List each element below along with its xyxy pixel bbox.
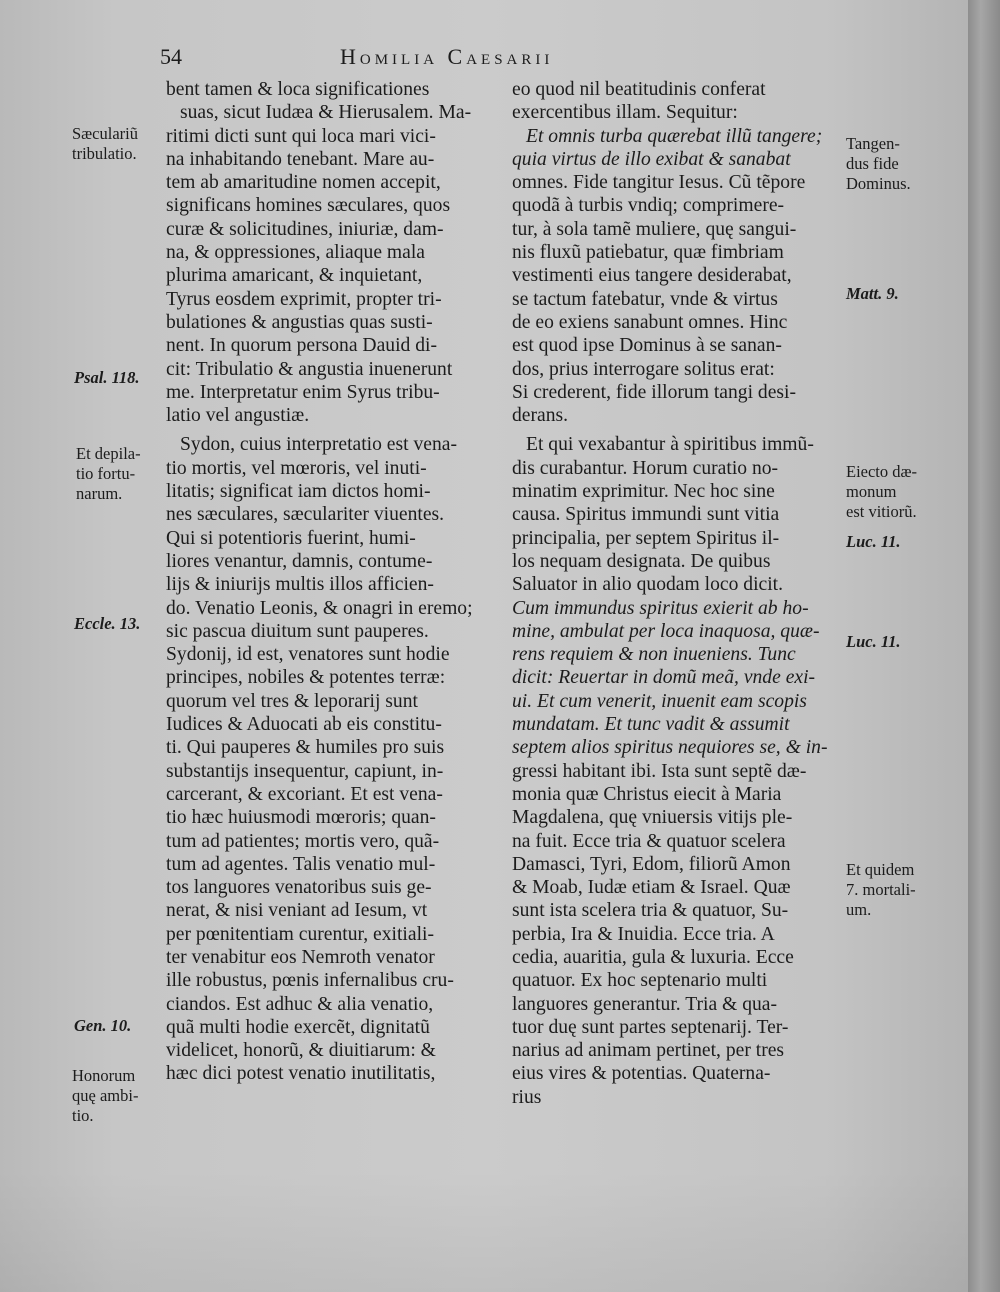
text-line: tio mortis, vel mœroris, vel inuti- — [166, 457, 427, 479]
text-line: septem alios spiritus nequiores se, & in- — [512, 737, 828, 759]
text-line: perbia, Ira & Inuidia. Ecce tria. A — [512, 923, 775, 945]
text-line: Si crederent, fide illorum tangi desi- — [512, 381, 797, 403]
text-line: quodã à turbis vndiq; comprimere- — [512, 195, 785, 217]
text-line: rius — [512, 1086, 542, 1108]
text-line: bulationes & angustias quas susti- — [166, 311, 433, 333]
text-line: Et omnis turba quærebat illũ tangere; — [526, 125, 823, 147]
left-text-column — [166, 78, 498, 1086]
running-head: Homilia Caesarii — [340, 44, 554, 69]
text-line: quia virtus de illo exibat & sanabat — [512, 148, 791, 170]
text-line: los nequam designata. De quibus — [512, 550, 771, 572]
text-line: dos, prius interrogare solitus erat: — [512, 358, 775, 380]
text-line: videlicet, honorũ, & diuitiarum: & — [166, 1040, 436, 1062]
text-line: liores venantur, damnis, contume- — [166, 550, 433, 572]
text-line: causa. Spiritus immundi sunt vitia — [512, 504, 780, 526]
margin-note-line: Psal. 118. — [74, 368, 140, 387]
text-line: significans homines sæculares, quos — [166, 195, 451, 217]
margin-note-line: quę ambi- — [72, 1086, 139, 1105]
text-line: na inhabitando tenebant. Mare au- — [166, 148, 435, 170]
text-line: Sydonij, id est, venatores sunt hodie — [166, 644, 450, 666]
margin-note-line: narum. — [76, 484, 123, 503]
margin-citation — [74, 1016, 131, 1036]
margin-note-line: um. — [846, 900, 872, 919]
text-line: ritimi dicti sunt qui loca mari vici- — [166, 125, 436, 147]
text-line: minatim exprimitur. Nec hoc sine — [512, 481, 775, 503]
page-number: 54 — [160, 44, 182, 69]
margin-note-line: Et quidem — [846, 860, 915, 879]
text-line: quã multi hodie exercẽt, dignitatũ — [166, 1016, 430, 1038]
text-line: narius ad animam pertinet, per tres — [512, 1040, 785, 1062]
text-line: tos languores venatoribus suis ge- — [166, 877, 432, 899]
text-line: nis fluxũ patiebatur, quæ fimbriam — [512, 242, 784, 264]
text-line: eius vires & potentias. Quaterna- — [512, 1063, 771, 1085]
text-line: monia quæ Christus eiecit à Maria — [512, 783, 782, 805]
margin-note-line: Matt. 9. — [846, 284, 899, 303]
text-line: exercentibus illam. Sequitur: — [512, 102, 738, 124]
text-line: me. Interpretatur enim Syrus tribu- — [166, 381, 440, 403]
margin-citation — [74, 614, 140, 634]
margin-note-line: tribulatio. — [72, 144, 137, 163]
text-line: curæ & solicitudines, iniuriæ, dam- — [166, 218, 444, 240]
text-line: omnes. Fide tangitur Iesus. Cũ tẽpore — [512, 172, 806, 194]
text-line: ter venabitur eos Nemroth venator — [166, 946, 435, 968]
text-line: Magdalena, quę vniuersis vitijs ple- — [512, 807, 793, 829]
margin-citation — [846, 284, 899, 304]
margin-note-line: Eccle. 13. — [74, 614, 141, 633]
text-line: ille robustus, pœnis infernalibus cru- — [166, 970, 454, 992]
text-line: na fuit. Ecce tria & quatuor scelera — [512, 830, 786, 852]
text-line: substantijs insequentur, capiunt, in- — [166, 760, 444, 782]
margin-note-line: Luc. 11. — [846, 532, 901, 551]
text-line: se tactum fatebatur, vnde & virtus — [512, 288, 778, 310]
text-line: mundatam. Et tunc vadit & assumit — [512, 714, 790, 736]
text-line: dis curabantur. Horum curatio no- — [512, 457, 779, 479]
text-line: tum ad agentes. Talis venatio mul- — [166, 853, 436, 875]
margin-citation — [74, 368, 140, 388]
text-line: Qui si potentioris fuerint, humi- — [166, 527, 416, 549]
text-line: quatuor. Ex hoc septenario multi — [512, 970, 768, 992]
page-shadow — [0, 1170, 968, 1292]
text-line: rens requiem & non inueniens. Tunc — [512, 644, 796, 666]
text-line: Tyrus eosdem exprimit, propter tri- — [166, 288, 442, 310]
text-line: plurima amaricant, & inquietant, — [166, 265, 423, 287]
text-line: tuor duę sunt partes septenarij. Ter- — [512, 1016, 789, 1038]
margin-note-line: Tangen- — [846, 134, 900, 153]
text-line: latio vel angustiæ. — [166, 405, 310, 427]
right-text-column — [512, 78, 840, 1109]
margin-note — [72, 124, 138, 164]
text-line: carcerant, & excoriant. Et est vena- — [166, 783, 443, 805]
text-line: ciandos. Est adhuc & alia venatio, — [166, 993, 434, 1015]
margin-citation — [846, 632, 901, 652]
margin-note-line: tio fortu- — [76, 464, 136, 483]
margin-note — [72, 1066, 138, 1126]
text-line: hæc dici potest venatio inutilitatis, — [166, 1063, 436, 1085]
text-line: Cum immundus spiritus exierit ab ho- — [512, 597, 809, 619]
text-line: ui. Et cum venerit, inuenit eam scopis — [512, 690, 807, 712]
text-line: dicit: Reuertar in domũ meã, vnde exi- — [512, 667, 816, 689]
text-line: Sydon, cuius interpretatio est vena- — [180, 434, 457, 456]
text-line: cit: Tribulatio & angustia inuenerunt — [166, 358, 453, 380]
text-line: gressi habitant ibi. Ista sunt septẽ dæ- — [512, 760, 807, 782]
text-line: ti. Qui pauperes & humiles pro suis — [166, 737, 445, 759]
text-line: est quod ipse Dominus à se sanan- — [512, 335, 782, 357]
text-line: na, & oppressiones, aliaque mala — [166, 242, 425, 264]
text-line: nerat, & nisi veniant ad Iesum, vt — [166, 900, 428, 922]
margin-note-line: Gen. 10. — [74, 1016, 132, 1035]
margin-note — [76, 444, 141, 504]
text-line: nent. In quorum persona Dauid di- — [166, 335, 437, 357]
margin-note-line: est vitiorũ. — [846, 502, 917, 521]
text-line: tur, à sola tamẽ muliere, quę sangui- — [512, 218, 797, 240]
text-line: tio hæc huiusmodi mœroris; quan- — [166, 807, 436, 829]
text-line: de eo exiens sanabunt omnes. Hinc — [512, 311, 788, 333]
text-line: Damasci, Tyri, Edom, filiorũ Amon — [512, 853, 791, 875]
text-line: cedia, auaritia, gula & luxuria. Ecce — [512, 946, 794, 968]
text-line: per pœnitentiam curentur, exitiali- — [166, 923, 434, 945]
text-line: mine, ambulat per loca inaquosa, quæ- — [512, 620, 820, 642]
text-line: lijs & iniurijs multis illos afficien- — [166, 574, 434, 596]
text-line: quorum vel tres & leporarij sunt — [166, 690, 418, 712]
text-line: sic pascua diuitum sunt pauperes. — [166, 620, 429, 642]
margin-note-line: Dominus. — [846, 174, 911, 193]
margin-note-line: tio. — [72, 1106, 94, 1125]
text-line: bent tamen & loca significationes — [166, 79, 430, 100]
margin-note-line: dus fide — [846, 154, 899, 173]
text-line: sunt ista scelera tria & quatuor, Su- — [512, 900, 789, 922]
margin-note-line: Honorum — [72, 1066, 136, 1085]
text-line: Iudices & Aduocati ab eis constitu- — [166, 714, 442, 736]
margin-note-line: Et depila- — [76, 444, 141, 463]
margin-note-line: Sæculariũ — [72, 124, 138, 143]
text-line: Saluator in alio quodam loco dicit. — [512, 574, 783, 596]
text-line: nes sæculares, sæculariter viuentes. — [166, 504, 445, 526]
margin-note — [846, 860, 916, 920]
text-line: & Moab, Iudæ etiam & Israel. Quæ — [512, 877, 791, 899]
margin-note — [846, 134, 911, 194]
text-line: languores generantur. Tria & qua- — [512, 993, 778, 1015]
text-line: tum ad patientes; mortis vero, quã- — [166, 830, 440, 852]
margin-note-line: monum — [846, 482, 897, 501]
margin-note-line: 7. mortali- — [846, 880, 916, 899]
text-line: litatis; significat iam dictos homi- — [166, 481, 431, 503]
page-edge — [968, 0, 1000, 1292]
text-line: tem ab amaritudine nomen accepit, — [166, 172, 441, 194]
text-line: vestimenti eius tangere desiderabat, — [512, 265, 792, 287]
text-line: principes, nobiles & potentes terræ: — [166, 667, 446, 689]
margin-note — [846, 462, 917, 522]
text-line: Et qui vexabantur à spiritibus immũ- — [526, 434, 814, 456]
text-line: principalia, per septem Spiritus il- — [512, 527, 780, 549]
margin-note-line: Luc. 11. — [846, 632, 901, 651]
text-line: do. Venatio Leonis, & onagri in eremo; — [166, 597, 473, 619]
text-line: suas, sicut Iudæa & Hierusalem. Ma- — [180, 102, 472, 124]
text-line: derans. — [512, 405, 569, 427]
margin-citation — [846, 532, 901, 552]
text-line: eo quod nil beatitudinis conferat — [512, 79, 766, 100]
margin-note-line: Eiecto dæ- — [846, 462, 918, 481]
